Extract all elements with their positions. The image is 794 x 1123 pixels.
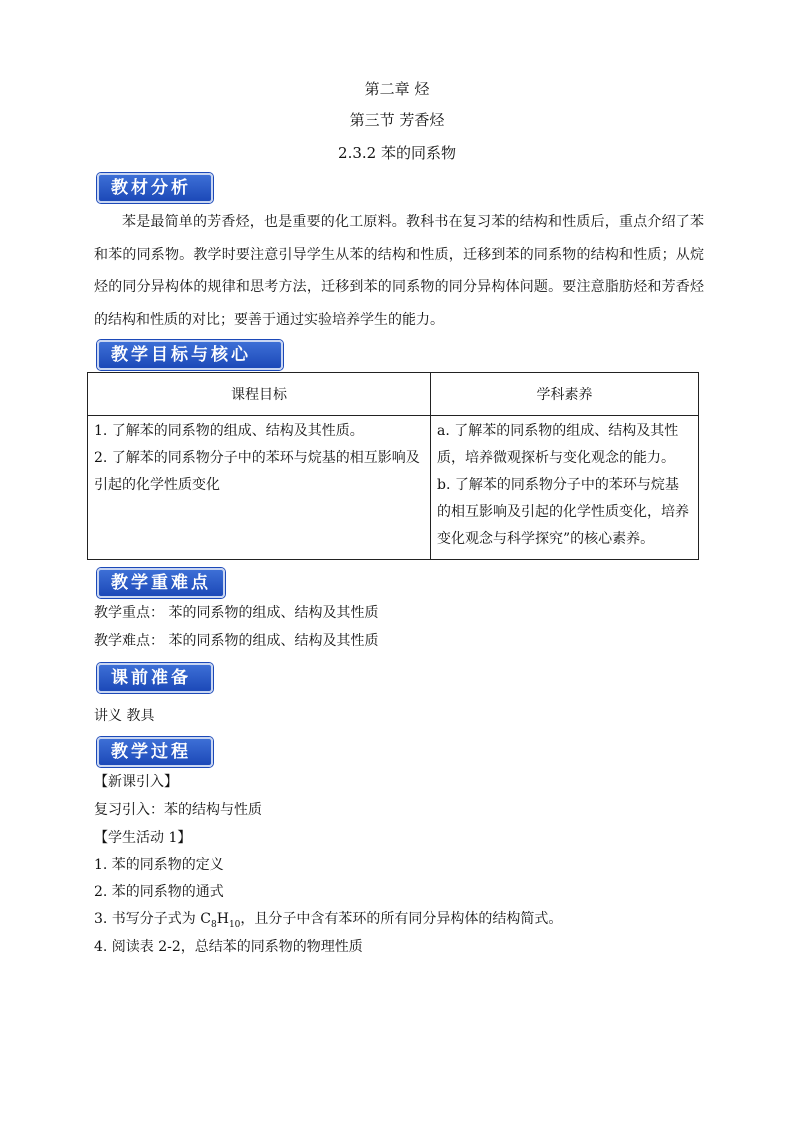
step-3-sub-8: 8	[210, 919, 217, 930]
step-3-h: H	[216, 911, 229, 927]
course-goal-2: 2. 了解苯的同系物分子中的苯环与烷基的相互影响及引起的化学性质变化	[94, 450, 420, 493]
step-4: 4. 阅读表 2-2，总结苯的同系物的物理性质	[94, 939, 363, 955]
banner-preparation: 课前准备	[97, 663, 213, 693]
header-course-goals: 课程目标	[88, 373, 431, 416]
preparation-items: 讲义 教具	[94, 708, 155, 724]
analysis-paragraph: 苯是最简单的芳香烃，也是重要的化工原料。教科书在复习苯的结构和性质后，重点介绍了苯和苯的同系物。教学时要注意引导学生从苯的结构和性质，迁移到苯的同系物的结构和性质；从烷烃的同分异构体的规律和思考方法，迁移到苯的同系物的同分异构体问题。要注意脂肪烃和芳香烃的结构和性质的对比；要善于通过实验培养学生的能力。	[94, 214, 704, 328]
banner-objectives: 教学目标与核心素养	[97, 340, 283, 370]
literacy-cell	[431, 416, 699, 560]
course-goal-1: 1. 了解苯的同系物的组成、结构及其性质。	[94, 423, 364, 439]
step-3-sub-10: 10	[228, 919, 241, 930]
objectives-table	[87, 372, 699, 560]
new-lesson-heading: 【新课引入】	[94, 774, 178, 790]
course-goals-cell	[88, 416, 431, 560]
teaching-focus: 教学重点： 苯的同系物的组成、结构及其性质	[94, 605, 379, 621]
chapter-title: 第二章 烃	[364, 80, 430, 98]
step-1: 1. 苯的同系物的定义	[94, 857, 224, 873]
banner-process: 教学过程	[97, 737, 213, 767]
step-2: 2. 苯的同系物的通式	[94, 884, 224, 900]
student-activity-heading: 【学生活动 1】	[94, 830, 192, 846]
banner-textbook-analysis: 教材分析	[97, 173, 213, 203]
lesson-title: 2.3.2 苯的同系物	[338, 144, 456, 162]
banner-key-points: 教学重难点	[97, 568, 225, 598]
teaching-difficulty: 教学难点： 苯的同系物的组成、结构及其性质	[94, 633, 379, 649]
review-intro: 复习引入：苯的结构与性质	[94, 802, 262, 818]
step-3-suffix: ，且分子中含有苯环的所有同分异构体的结构简式。	[240, 911, 563, 927]
step-3	[94, 908, 562, 930]
header-literacy: 学科素养	[431, 373, 699, 416]
literacy-a: a. 了解苯的同系物的组成、结构及其性质，培养微观探析与变化观念的能力。	[437, 423, 679, 466]
table-row	[88, 416, 699, 560]
step-3-prefix: 3. 书写分子式为 C	[94, 911, 211, 927]
table-header-row	[88, 373, 699, 416]
section-title: 第三节 芳香烃	[349, 111, 445, 129]
literacy-b: b. 了解苯的同系物分子中的苯环与烷基的相互影响及引起的化学性质变化，培养变化观念与科学探究”的核心素养。	[437, 477, 689, 547]
